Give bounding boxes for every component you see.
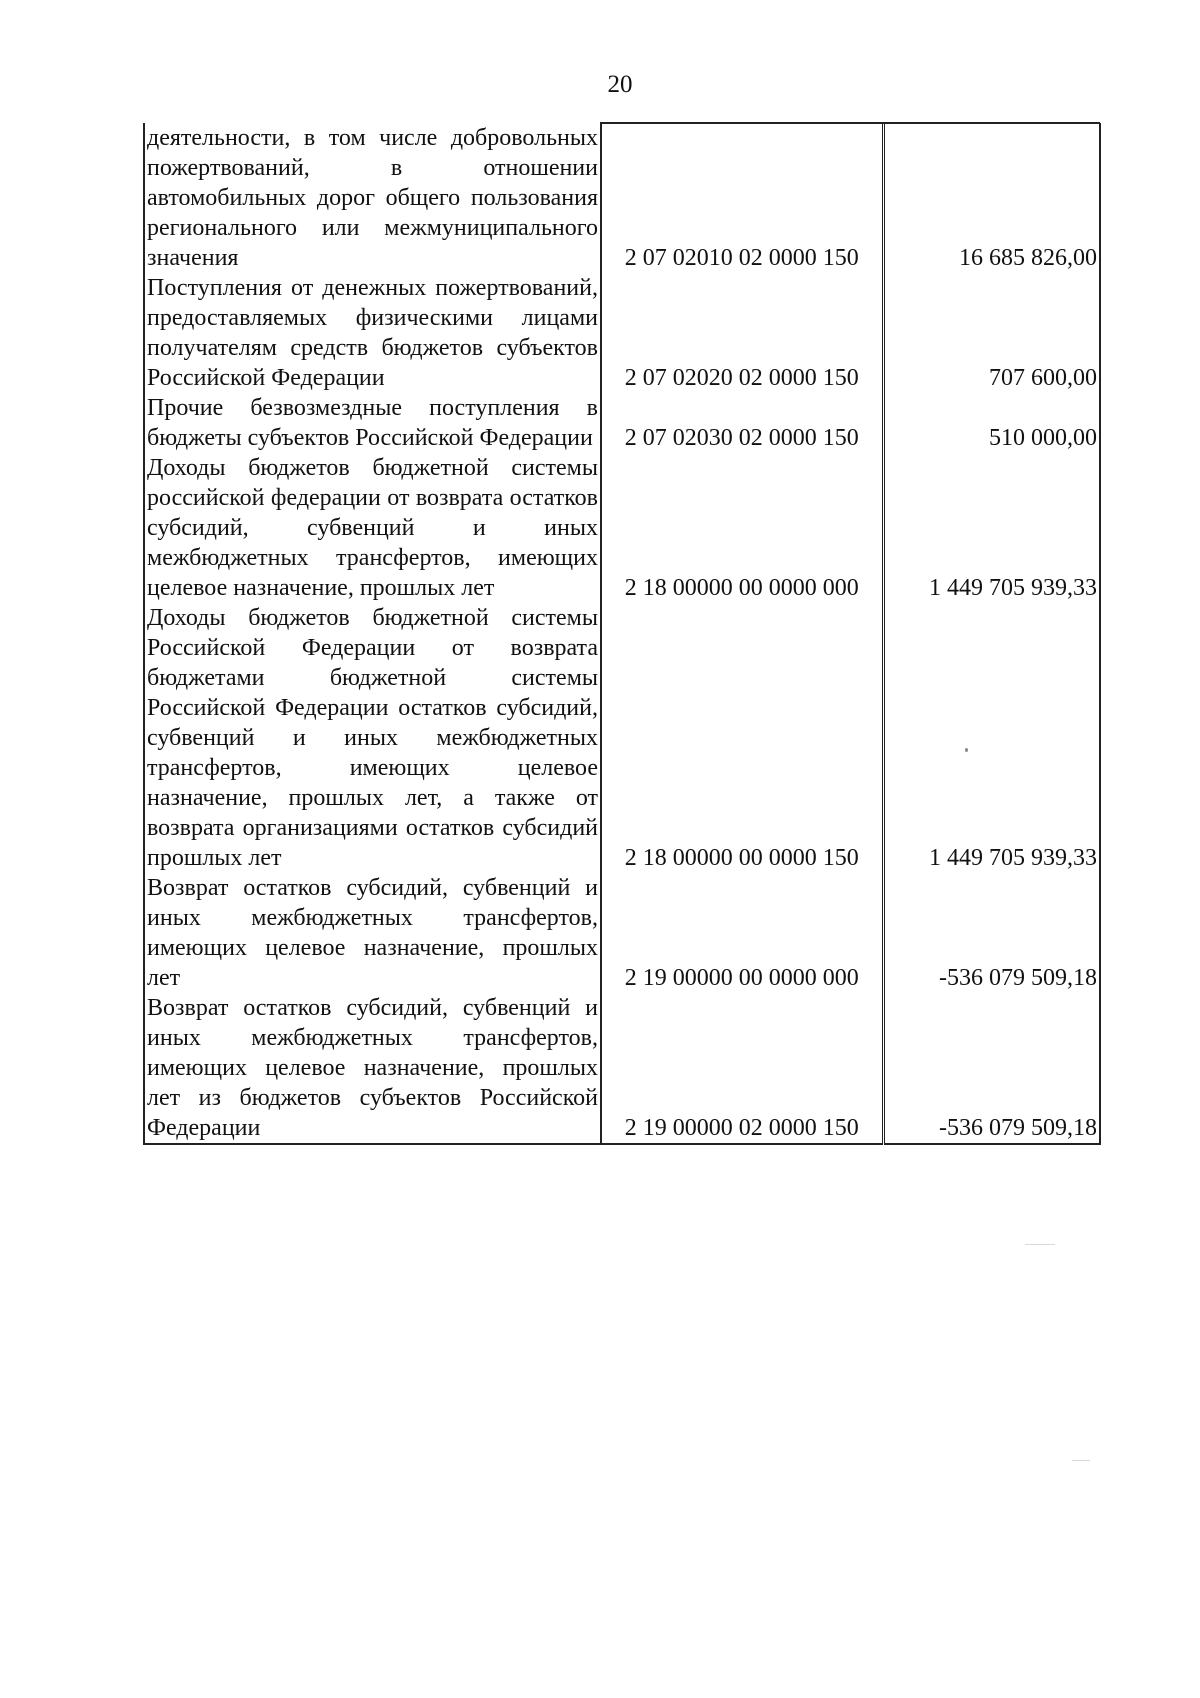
- table-row: [144, 123, 1100, 273]
- table-row: [144, 453, 1100, 603]
- row-code: 2 19 00000 00 0000 000: [601, 873, 883, 993]
- scan-mark: [1025, 1244, 1055, 1245]
- row-description: Прочие безвозмездные поступления в бюджеты субъектов Российской Федерации: [144, 393, 601, 453]
- row-amount: -536 079 509,18: [883, 993, 1100, 1144]
- row-code: 2 07 02030 02 0000 150: [601, 393, 883, 453]
- table-row: [144, 603, 1100, 873]
- row-code: 2 19 00000 02 0000 150: [601, 993, 883, 1144]
- row-amount: 707 600,00: [883, 273, 1100, 393]
- row-amount: 16 685 826,00: [883, 123, 1100, 273]
- table-row: [144, 873, 1100, 993]
- row-description: деятельности, в том числе добровольных пожертвований, в отношении автомобильных дорог общего пользования регионального или межмуниципального значения: [144, 123, 601, 273]
- row-code: 2 07 02020 02 0000 150: [601, 273, 883, 393]
- row-amount: 1 449 705 939,33: [883, 453, 1100, 603]
- row-code: 2 18 00000 00 0000 000: [601, 453, 883, 603]
- row-code: 2 18 00000 00 0000 150: [601, 603, 883, 873]
- table-row: [144, 393, 1100, 453]
- row-description: Поступления от денежных пожертвований, предоставляемых физическими лицами получателям средств бюджетов субъектов Российской Федерации: [144, 273, 601, 393]
- row-description: Возврат остатков субсидий, субвенций и иных межбюджетных трансфертов, имеющих целевое назначение, прошлых лет из бюджетов субъектов Российской Федерации: [144, 993, 601, 1144]
- row-amount: 510 000,00: [883, 393, 1100, 453]
- row-code: 2 07 02010 02 0000 150: [601, 123, 883, 273]
- row-description: Возврат остатков субсидий, субвенций и иных межбюджетных трансфертов, имеющих целевое назначение, прошлых лет: [144, 873, 601, 993]
- table-row: [144, 993, 1100, 1144]
- scan-speck: [965, 748, 968, 752]
- budget-revenue-table: [143, 123, 1101, 1145]
- scan-mark: [1072, 1460, 1090, 1461]
- table-row: [144, 273, 1100, 393]
- row-description: Доходы бюджетов бюджетной системы российской федерации от возврата остатков субсидий, субвенций и иных межбюджетных трансфертов, имеющих целевое назначение, прошлых лет: [144, 453, 601, 603]
- row-description: Доходы бюджетов бюджетной системы Российской Федерации от возврата бюджетами бюджетной системы Российской Федерации остатков субсидий, субвенций и иных межбюджетных трансфертов, имеющих целевое назначение, прошлых лет, а также от возврата организациями остатков субсидий прошлых лет: [144, 603, 601, 873]
- page-number: 20: [607, 71, 633, 98]
- row-amount: 1 449 705 939,33: [883, 603, 1100, 873]
- row-amount: -536 079 509,18: [883, 873, 1100, 993]
